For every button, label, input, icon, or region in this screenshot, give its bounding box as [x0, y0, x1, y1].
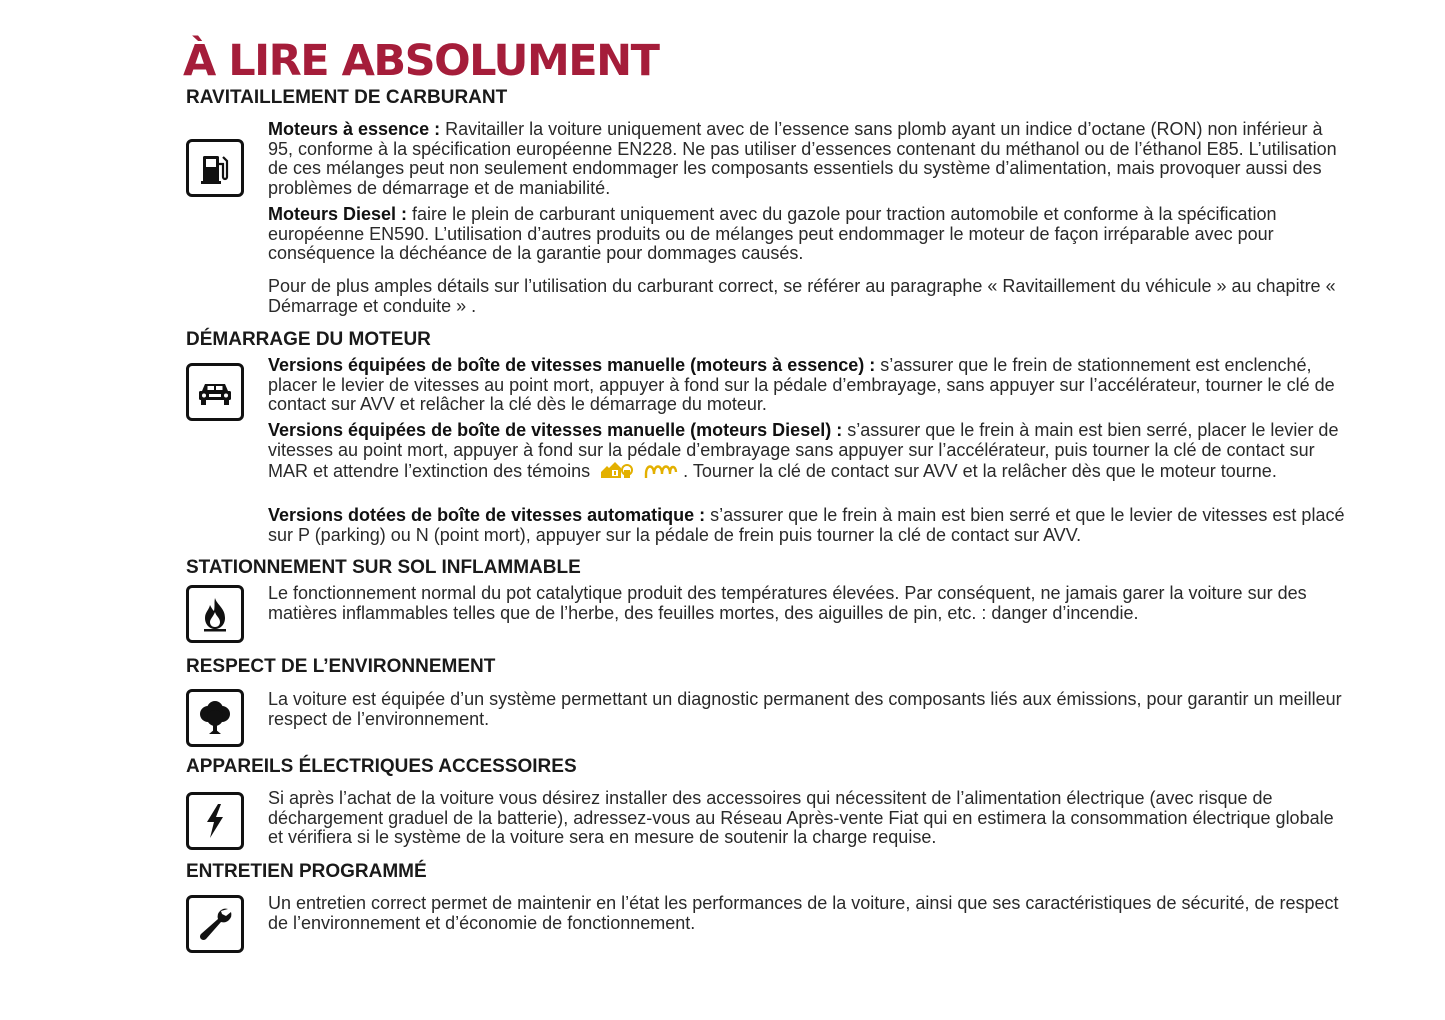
section-title-environment: RESPECT DE L’ENVIRONNEMENT [186, 656, 496, 677]
maintenance-paragraph: Un entretien correct permet de maintenir en l’état les performances de la voiture, ainsi que ses caractéristiques de sécurité, de respect de l’environnement et d’économie de fonctionnement. [268, 893, 1339, 933]
environment-paragraph: La voiture est équipée d’un système permettant un diagnostic permanent des composants liés aux émissions, pour garantir un meilleur respect de l’environnement. [268, 689, 1342, 729]
fuel-paragraph-diesel [268, 205, 1350, 264]
section-title-electrical: APPAREILS ÉLECTRIQUES ACCESSOIRES [186, 756, 577, 777]
maintenance-icon-box [186, 895, 244, 953]
lightning-icon [195, 801, 235, 841]
section-title-engine: DÉMARRAGE DU MOTEUR [186, 329, 431, 350]
section-title-maintenance: ENTRETIEN PROGRAMMÉ [186, 861, 427, 882]
tree-icon [195, 698, 235, 738]
fuel-diesel-text: faire le plein de carburant uniquement avec du gazole pour traction automobile et conforme à la spécification européenne EN590. L’utilisation d’autres produits ou de mélanges peut endommager le moteur de façon irréparable avec pour conséquence la déchéance de la garantie pour dommages causés. [268, 204, 1277, 264]
glow-plug-warning-icon [643, 460, 679, 480]
engine-paragraph-manual-gasoline [268, 356, 1350, 415]
wrench-icon [195, 904, 235, 944]
fire-icon [195, 594, 235, 634]
page-title: À LIRE ABSOLUMENT [183, 36, 659, 86]
engine-icon-box [186, 363, 244, 421]
fuel-icon-box [186, 139, 244, 197]
fuel-paragraph-details: Pour de plus amples détails sur l’utilisation du carburant correct, se référer au paragraphe « Ravitaillement du véhicule » au chapitre « Démarrage et conduite » . [268, 276, 1336, 316]
fuel-gasoline-text: Ravitailler la voiture uniquement avec de l’essence sans plomb ayant un indice d’octane (RON) non inférieur à 95, conforme à la spécification européenne EN228. Ne pas utiliser d’essences contenant du méthanol ou de l’éthanol E85. L’utilisation de ces mélanges peut non seulement endommager les composants essentiels du système d’alimentation, mais provoquer aussi des problèmes de démarrage et de maniabilité. [268, 119, 1337, 198]
fuel-diesel-label: Moteurs Diesel : [268, 204, 408, 224]
fuel-paragraph-gasoline [268, 120, 1350, 198]
electrical-paragraph: Si après l’achat de la voiture vous désirez installer des accessoires qui nécessitent de l’alimentation électrique (avec risque de déchargement graduel de la batterie), adressez-vous au Réseau Après-vente Fiat qui en estimera la consommation électrique globale et vérifiera si le système de la voiture sera en mesure de soutenir la charge requise. [268, 788, 1334, 848]
section-title-fuel: RAVITAILLEMENT DE CARBURANT [186, 87, 508, 108]
engine-manual-gasoline-label: Versions équipées de boîte de vitesses manuelle (moteurs à essence) : [268, 355, 876, 375]
engine-manual-gasoline-text: s’assurer que le frein de stationnement est enclenché, placer le levier de vitesses au point mort, appuyer à fond sur la pédale d’embrayage, sans appuyer sur l’accélérateur, tourner le clé de contact sur AVV et relâcher la clé dès le démarrage du moteur. [268, 355, 1335, 415]
flammable-icon-box [186, 585, 244, 643]
electrical-icon-box [186, 792, 244, 850]
flammable-paragraph: Le fonctionnement normal du pot catalytique produit des températures élevées. Par conséquent, ne jamais garer la voiture sur des matières inflammables telles que de l’herbe, des feuilles mortes, des aiguilles de pin, etc. : danger d’incendie. [268, 583, 1307, 623]
fuel-gasoline-label: Moteurs à essence : [268, 119, 441, 139]
engine-manual-diesel-label: Versions équipées de boîte de vitesses manuelle (moteurs Diesel) : [268, 420, 843, 440]
car-icon [195, 372, 235, 412]
fuel-pump-icon [195, 148, 235, 188]
section-title-flammable: STATIONNEMENT SUR SOL INFLAMMABLE [186, 557, 581, 578]
engine-automatic-text: s’assurer que le frein à main est bien serré et que le levier de vitesses est placé sur P (parking) ou N (point mort), appuyer sur la pédale de frein puis tourner la clé de contact sur AVV. [268, 505, 1345, 545]
engine-automatic-label: Versions dotées de boîte de vitesses automatique : [268, 505, 706, 525]
immobilizer-warning-icon [599, 460, 635, 480]
engine-paragraph-manual-diesel [268, 421, 1350, 482]
engine-paragraph-automatic [268, 506, 1350, 545]
environment-icon-box [186, 689, 244, 747]
engine-manual-diesel-text-a: s’assurer que le frein à main est bien serré, placer le levier de vitesses au point mort, appuyer à fond sur la pédale d’embrayage sans appuyer sur l’accélérateur, puis tourner la clé de contact sur MAR et attendre l’extinction des témoins [268, 420, 1339, 482]
engine-manual-diesel-text-b: . Tourner la clé de contact sur AVV et la relâcher dès que le moteur tourne. [683, 461, 1277, 482]
